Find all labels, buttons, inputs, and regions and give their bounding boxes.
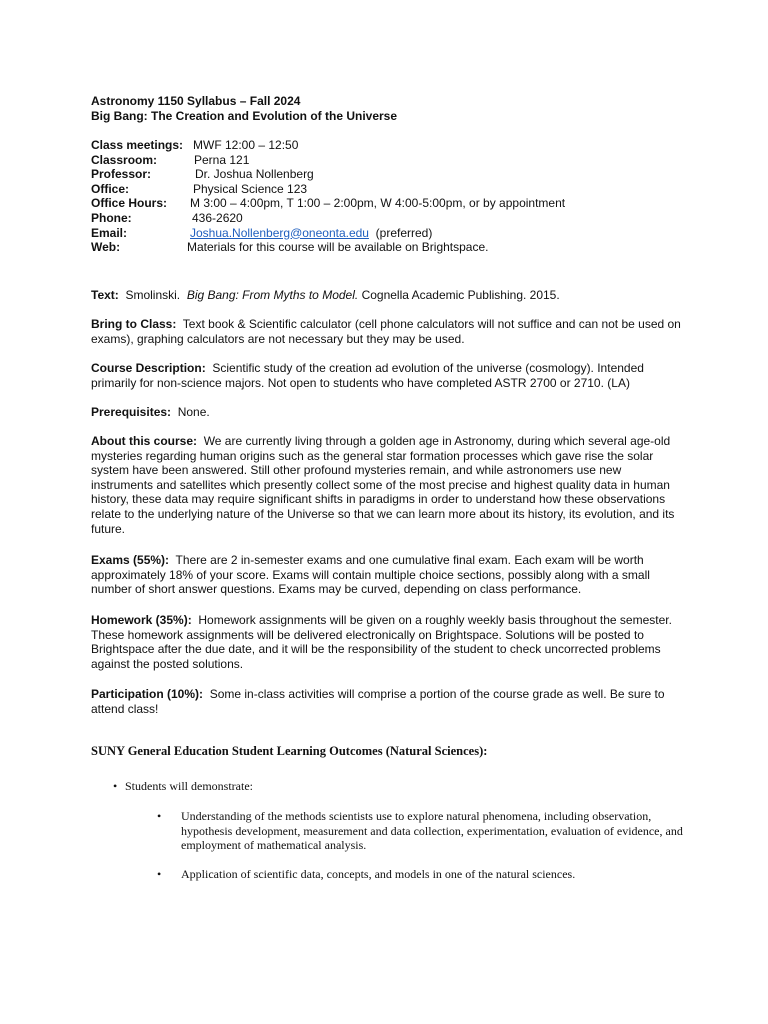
suny-outcomes-heading: SUNY General Education Student Learning Outcomes (Natural Sciences): [91,744,488,758]
outcomes-intro-text: Students will demonstrate: [125,779,253,793]
section-label: Bring to Class: [91,317,177,331]
outcome-text: Understanding of the methods scientists use to explore natural phenomena, including observation, hypothesis development, measurement and data collection, experimentation, evaluation of evidence, and employment of mathematical analysis. [181,809,683,853]
outcome-item [157,867,687,883]
outcome-item [157,809,687,854]
document-title: Astronomy 1150 Syllabus – Fall 2024 [91,94,301,108]
info-value: M 3:00 – 4:00pm, T 1:00 – 2:00pm, W 4:00-5:00pm, or by appointment [190,196,566,211]
outcome-text: Application of scientific data, concepts, and models in one of the natural sciences. [181,867,576,881]
section-label: About this course: [91,434,198,448]
section-exams [91,553,681,597]
info-label: Office: [91,181,130,196]
info-value: Dr. Joshua Nollenberg [195,167,314,182]
info-label: Phone: [91,210,132,225]
document-header [91,94,397,124]
section-text: There are 2 in-semester exams and one cumulative final exam. Each exam will be worth approximately 18% of your score. Exams will contain multiple choice sections, possibly along with a small number of short answer questions. Exams may be curved, depending on class performance. [91,553,650,597]
section-text: We are currently living through a golden age in Astronomy, during which several age-old mysteries regarding human origins such as the general star formation processes which gave rise the solar system have been answered. Still other profound mysteries remain, and while astronomers use new instruments and satellites which presently collect some of the most precise and highest quality data in human history, these data may require significant shifts in paradigms in order to understand how these observations relate to the underlying nature of the Universe so that we can learn more about its history, its evolution, and its future. [91,434,675,536]
textbook-publisher: Cognella Academic Publishing. 2015. [361,288,560,302]
info-label: Email: [91,225,128,240]
section-label: Text: [91,288,119,302]
section-label: Exams (55%): [91,553,170,567]
section-label: Prerequisites: [91,405,172,419]
section-text: None. [177,405,210,419]
info-label: Class meetings: [91,138,184,152]
bullet-icon: • [113,779,118,793]
info-value: 436-2620 [192,210,243,225]
info-value: Materials for this course will be available on Brightspace. [187,240,489,255]
bullet-icon: • [157,867,162,881]
info-value: (preferred) [375,225,433,240]
section-label: Participation (10%): [91,687,204,701]
info-label: Office Hours: [91,196,168,211]
info-value: Perna 121 [194,152,250,167]
section-about-course [91,434,681,536]
section-label: Course Description: [91,361,206,375]
section-course-description [91,361,681,390]
textbook-title: Big Bang: From Myths to Model. [186,288,359,302]
section-text: Scientific study of the creation ad evolution of the universe (cosmology). Intended primarily for non-science majors. Not open to students who have completed ASTR 2700 or 2710. (LA) [91,361,644,390]
section-bring-to-class [91,317,681,346]
email-link[interactable]: Joshua.Nollenberg@oneonta.edu [190,225,369,240]
section-text: Homework assignments will be given on a roughly weekly basis throughout the semester. These homework assignments will be delivered electronically on Brightspace. Solutions will be posted to Brightspace after the due date, and it will be the responsibility of the student to check uncorrected problems against the posted solutions. [91,613,672,671]
info-value: MWF 12:00 – 12:50 [193,138,299,152]
section-homework [91,613,681,671]
document-subtitle: Big Bang: The Creation and Evolution of the Universe [91,109,398,123]
section-text: Some in-class activities will comprise a portion of the course grade as well. Be sure to attend class! [91,687,665,716]
section-participation [91,687,681,716]
info-label: Web: [91,240,121,255]
section-prerequisites [91,405,681,420]
textbook-paragraph [91,288,681,303]
info-value: Physical Science 123 [193,181,308,196]
info-label: Classroom: [91,152,158,167]
textbook-author: Smolinski. [125,288,181,302]
section-label: Homework (35%): [91,613,192,627]
section-text: Text book & Scientific calculator (cell phone calculators will not suffice and can not be used on exams), graphing calculators are not necessary but they may be used. [91,317,681,346]
info-label: Professor: [91,167,152,182]
bullet-icon: • [157,809,162,823]
info-value-group [190,226,432,241]
outcomes-intro-item [113,779,253,794]
